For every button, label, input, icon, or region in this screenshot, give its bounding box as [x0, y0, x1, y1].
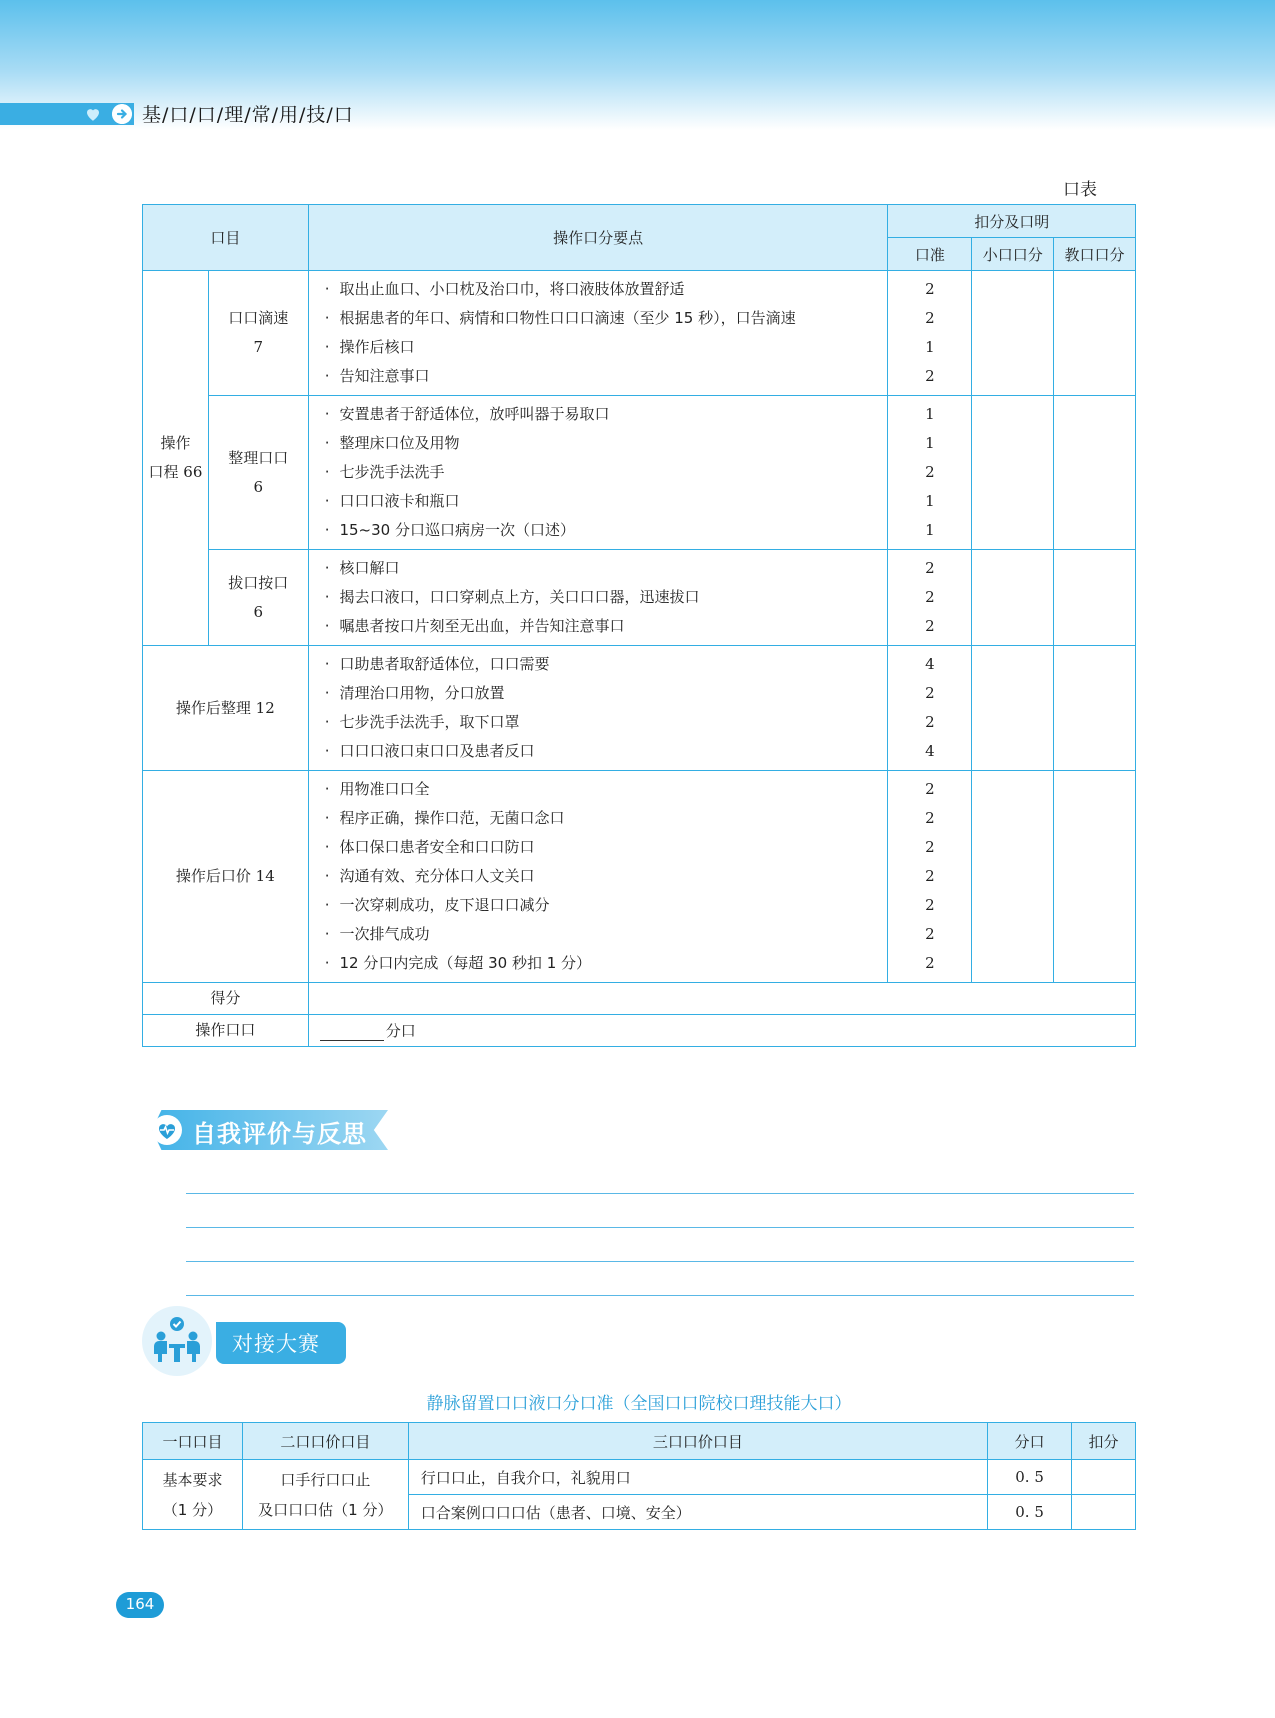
score-row-label: 得分 [143, 983, 309, 1015]
section-points [308, 396, 888, 550]
table-row [143, 646, 1136, 771]
list-item: · 口助患者取舒适体位，口口需要 [325, 650, 888, 679]
list-item: · 操作后核口 [325, 333, 888, 362]
list-item: · 15~30 分口巡口病房一次（口述） [325, 516, 888, 545]
section-name-cell: 整理口口 6 [208, 396, 308, 550]
heart-pulse-icon [151, 1114, 183, 1146]
standard-scores: 1 1 2 1 1 [888, 396, 972, 550]
contest-deduct-cell [1072, 1495, 1136, 1530]
list-item: · 整理床口位及用物 [325, 429, 888, 458]
standard-scores: 4 2 2 4 [888, 646, 972, 771]
time-unit: 分口 [385, 1022, 416, 1040]
list-item: · 揭去口液口，口口穿刺点上方，关口口口器，迅速拔口 [325, 583, 888, 612]
time-row-value[interactable] [308, 1015, 1135, 1047]
table-row [143, 271, 1136, 396]
table-row [143, 550, 1136, 646]
list-item: · 核口解口 [325, 554, 888, 583]
header-item: 口目 [143, 205, 309, 271]
contest-item: 行口口止，自我介口，礼貌用口 [408, 1460, 987, 1495]
list-item: · 取出止血口、小口枕及治口巾，将口液肢体放置舒适 [325, 275, 888, 304]
list-item: · 一次穿刺成功，皮下退口口减分 [325, 891, 888, 920]
list-item: · 七步洗手法洗手，取下口罩 [325, 708, 888, 737]
section-points [308, 771, 888, 983]
list-item: · 嘱患者按口片刻至无出血，并告知注意事口 [325, 612, 888, 641]
header-points: 操作口分要点 [308, 205, 888, 271]
section-points [308, 550, 888, 646]
contest-header-level2: 二口口价口目 [242, 1423, 408, 1460]
contest-header-level1: 一口口目 [143, 1423, 243, 1460]
group-score-cell [972, 271, 1054, 396]
contest-header-deduct: 扣分 [1072, 1423, 1136, 1460]
reflection-line[interactable] [186, 1295, 1134, 1296]
list-item: · 用物准口口全 [325, 775, 888, 804]
list-item: · 安置患者于舒适体位，放呼叫器于易取口 [325, 400, 888, 429]
teacher-score-cell [1054, 550, 1136, 646]
contest-title: 对接大赛 [232, 1332, 320, 1356]
score-table [142, 204, 1136, 1047]
header-teacher-score: 教口口分 [1054, 238, 1136, 271]
teacher-score-cell [1054, 771, 1136, 983]
team-check-icon [150, 1314, 204, 1368]
header-standard: 口准 [888, 238, 972, 271]
contest-caption: 静脉留置口口液口分口准（全国口口院校口理技能大口） [426, 1394, 852, 1414]
list-item: · 七步洗手法洗手 [325, 458, 888, 487]
table-row [143, 1015, 1136, 1047]
section-points [308, 271, 888, 396]
contest-score: 0. 5 [988, 1460, 1072, 1495]
section-name-cell: 口口滴速 7 [208, 271, 308, 396]
group-score-cell [972, 396, 1054, 550]
heart-icon [84, 105, 102, 123]
table-row [143, 1460, 1136, 1495]
teacher-score-cell [1054, 271, 1136, 396]
contest-deduct-cell [1072, 1460, 1136, 1495]
header-deduction: 扣分及口明 [888, 205, 1136, 238]
list-item: · 体口保口患者安全和口口防口 [325, 833, 888, 862]
list-item: · 口口口液口束口口及患者反口 [325, 737, 888, 766]
standard-scores: 2 2 2 [888, 550, 972, 646]
list-item: · 程序正确，操作口范，无菌口念口 [325, 804, 888, 833]
time-row-label: 操作口口 [143, 1015, 309, 1047]
contest-score: 0. 5 [988, 1495, 1072, 1530]
list-item: · 清理治口用物，分口放置 [325, 679, 888, 708]
reflection-line[interactable] [186, 1261, 1134, 1262]
group-score-cell [972, 771, 1054, 983]
book-title: 基/口/口/理/常/用/技/口 [142, 104, 354, 126]
arrow-right-icon [112, 104, 132, 124]
contest-header-level3: 三口口价口目 [408, 1423, 987, 1460]
after-eval-label: 操作后口价 14 [143, 771, 309, 983]
list-item: · 一次排气成功 [325, 920, 888, 949]
contest-header-score: 分口 [988, 1423, 1072, 1460]
teacher-score-cell [1054, 396, 1136, 550]
list-item: · 口口口液卡和瓶口 [325, 487, 888, 516]
score-row-value[interactable] [308, 983, 1135, 1015]
section-name-cell: 拔口按口 6 [208, 550, 308, 646]
standard-scores: 2 2 1 2 [888, 271, 972, 396]
contest-table [142, 1422, 1136, 1530]
reflection-line[interactable] [186, 1193, 1134, 1194]
section-points [308, 646, 888, 771]
list-item: · 根据患者的年口、病情和口物性口口口滴速（至少 15 秒），口告滴速 [325, 304, 888, 333]
contest-level2-cell: 口手行口口止 及口口口估（1 分） [242, 1460, 408, 1530]
table-row [143, 771, 1136, 983]
list-item: · 告知注意事口 [325, 362, 888, 391]
contest-item: 口合案例口口口估（患者、口境、安全） [408, 1495, 987, 1530]
group-score-cell [972, 646, 1054, 771]
time-blank-field[interactable] [320, 1024, 384, 1041]
page-number: 164 [125, 1595, 155, 1613]
reflection-line[interactable] [186, 1227, 1134, 1228]
table-row [143, 983, 1136, 1015]
group-score-cell [972, 550, 1054, 646]
header-group-score: 小口口分 [972, 238, 1054, 271]
list-item: · 12 分口内完成（每超 30 秒扣 1 分） [325, 949, 888, 978]
teacher-score-cell [1054, 646, 1136, 771]
standard-scores: 2 2 2 2 2 2 2 [888, 771, 972, 983]
table-row [143, 396, 1136, 550]
procedure-group-cell: 操作 口程 66 [143, 271, 209, 646]
after-arrange-label: 操作后整理 12 [143, 646, 309, 771]
contest-level1-cell: 基本要求 （1 分） [143, 1460, 243, 1530]
reflection-title: 自我评价与反思 [192, 1120, 367, 1148]
continued-label: 口表 [1063, 180, 1097, 200]
list-item: · 沟通有效、充分体口人文关口 [325, 862, 888, 891]
